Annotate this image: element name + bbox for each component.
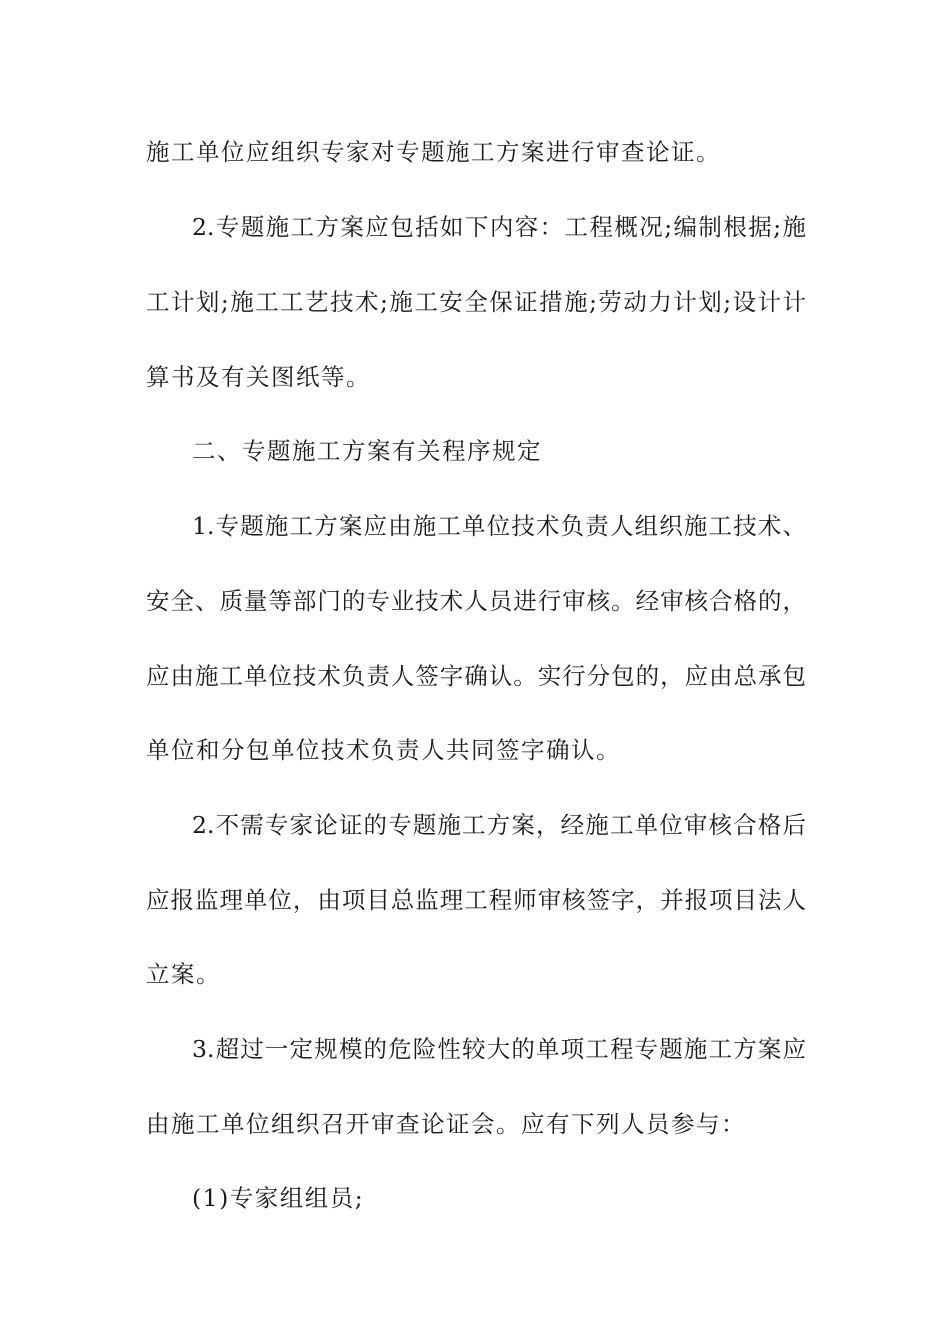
paragraph-line: 单位和分包单位技术负责人共同签字确认。: [146, 736, 621, 764]
paragraph-line: 应报监理单位，由项目总监理工程师审核签字，并报项目法人: [146, 886, 806, 914]
paragraph-line: 应由施工单位技术负责人签字确认。实行分包的，应由总承包: [146, 662, 806, 690]
section-heading: 二、专题施工方案有关程序规定: [192, 437, 542, 465]
list-item: (1)专家组组员;: [192, 1184, 365, 1212]
paragraph-line: 2.专题施工方案应包括如下内容：工程概况;编制根据;施: [192, 213, 806, 241]
paragraph-line: 3.超过一定规模的危险性较大的单项工程专题施工方案应: [192, 1035, 806, 1063]
paragraph-line: 算书及有关图纸等。: [146, 363, 371, 391]
paragraph-line: 1.专题施工方案应由施工单位技术负责人组织施工技术、: [192, 512, 806, 540]
paragraph-line: 立案。: [146, 960, 221, 988]
paragraph-line: 2.不需专家论证的专题施工方案，经施工单位审核合格后: [192, 811, 806, 839]
paragraph-line: 施工单位应组织专家对专题施工方案进行审查论证。: [146, 138, 721, 166]
paragraph-line: 由施工单位组织召开审查论证会。应有下列人员参与：: [146, 1110, 746, 1138]
paragraph-line: 工计划;施工工艺技术;施工安全保证措施;劳动力计划;设计计: [146, 288, 806, 316]
paragraph-line: 安全、质量等部门的专业技术人员进行审核。经审核合格的，: [146, 587, 806, 615]
